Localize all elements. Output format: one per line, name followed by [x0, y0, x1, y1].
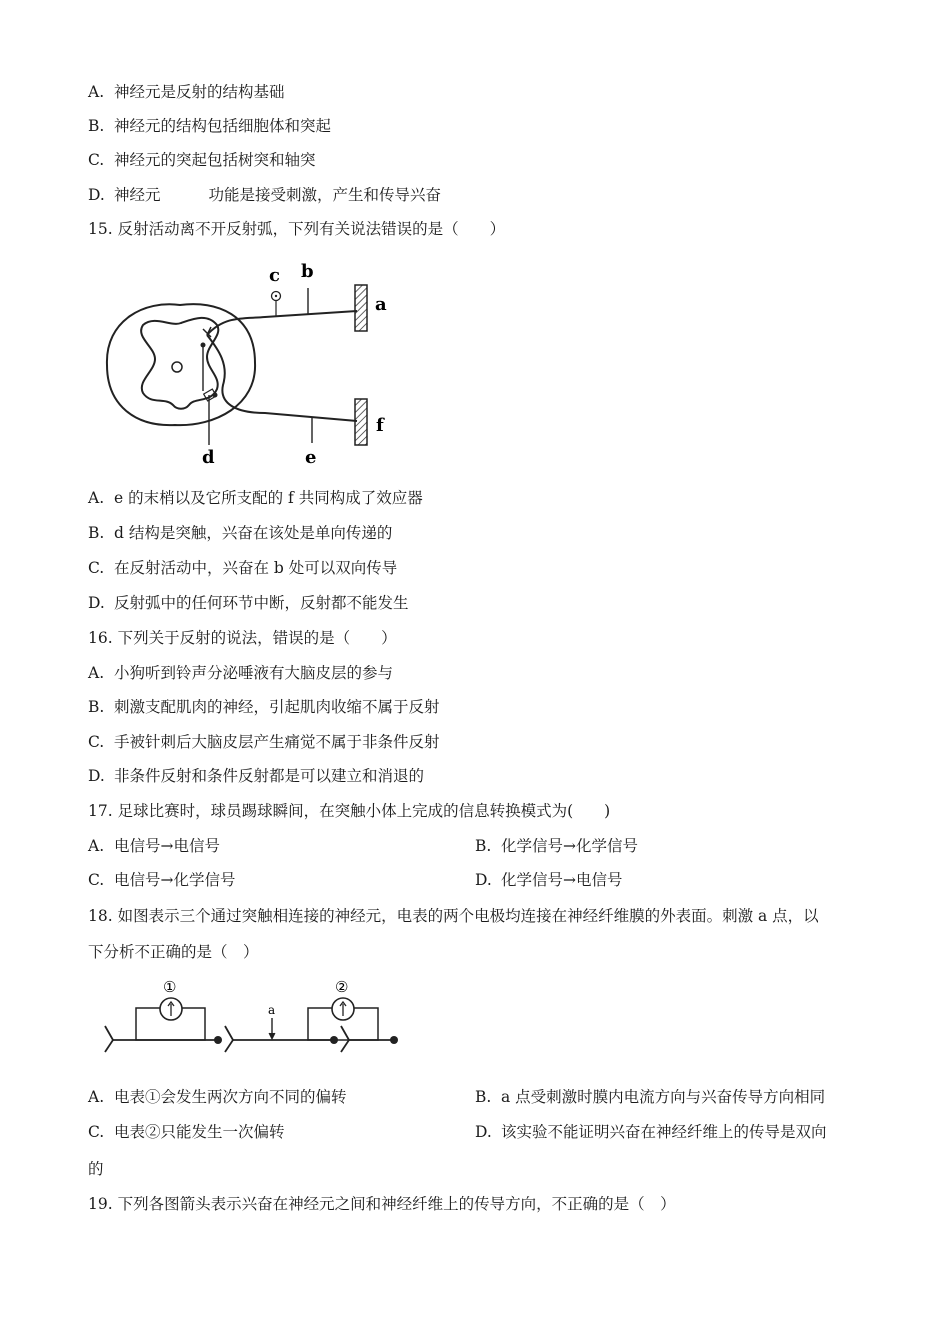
q14-option-c: C. 神经元的突起包括树突和轴突 [88, 151, 316, 169]
q18-option-d-wrap: 的 [88, 1160, 104, 1178]
q17-option-c: C. 电信号→化学信号 [88, 871, 236, 889]
q17-option-d: D. 化学信号→电信号 [475, 871, 623, 889]
neuron-3-dendrite [341, 1026, 349, 1052]
effector-f [355, 399, 367, 445]
q14-option-b: B. 神经元的结构包括细胞体和突起 [88, 117, 332, 135]
neuron-1-dendrite [105, 1026, 113, 1052]
neuron-1-terminal [214, 1036, 222, 1044]
reflex-arc-figure [95, 255, 405, 470]
q16-stem: 16. 下列关于反射的说法，错误的是（ ） [88, 629, 397, 647]
q17-stem: 17. 足球比赛时，球员踢球瞬间，在突触小体上完成的信息转换模式为( ) [88, 802, 611, 820]
q18-option-b: B. a 点受刺激时膜内电流方向与兴奋传导方向相同 [475, 1088, 826, 1106]
q16-option-d: D. 非条件反射和条件反射都是可以建立和消退的 [88, 767, 425, 785]
q15-option-a: A. e 的末梢以及它所支配的 f 共同构成了效应器 [88, 489, 423, 507]
label-b: b [301, 261, 314, 282]
q18-stem-line2: 下分析不正确的是（ ） [88, 943, 259, 961]
q18-stem-line1: 18. 如图表示三个通过突触相连接的神经元，电表的两个电极均连接在神经纤维膜的外表面。刺激 a 点，以 [88, 907, 819, 925]
q18-option-d: D. 该实验不能证明兴奋在神经纤维上的传导是双向 [475, 1123, 827, 1141]
label-a: a [375, 294, 387, 315]
label-a-point: a [268, 1003, 276, 1017]
central-canal [172, 362, 182, 372]
neuron-2-dendrite [225, 1026, 233, 1052]
q16-option-c: C. 手被针刺后大脑皮层产生痛觉不属于非条件反射 [88, 733, 440, 751]
neuron-3-terminal [390, 1036, 398, 1044]
q19-stem: 19. 下列各图箭头表示兴奋在神经元之间和神经纤维上的传导方向，不正确的是（ ） [88, 1195, 676, 1213]
label-e: e [305, 447, 317, 468]
q18-option-a: A. 电表①会发生两次方向不同的偏转 [88, 1088, 347, 1106]
q17-option-a: A. 电信号→电信号 [88, 837, 220, 855]
label-c: c [269, 265, 280, 286]
label-d: d [202, 447, 215, 468]
q14-option-d: D. 神经元 功能是接受刺激，产生和传导兴奋 [88, 186, 442, 204]
afferent-fiber [207, 311, 357, 335]
meter-1-label: ① [163, 978, 177, 996]
q17-option-b: B. 化学信号→化学信号 [475, 837, 638, 855]
q15-stem: 15. 反射活动离不开反射弧，下列有关说法错误的是（ ） [88, 220, 506, 238]
q15-option-b: B. d 结构是突触，兴奋在该处是单向传递的 [88, 524, 393, 542]
label-f: f [376, 415, 384, 436]
three-neuron-figure [100, 972, 405, 1057]
meter-2-label: ② [335, 978, 349, 996]
q15-option-d: D. 反射弧中的任何环节中断，反射都不能发生 [88, 594, 409, 612]
receptor-a [355, 285, 367, 331]
q18-option-c: C. 电表②只能发生一次偏转 [88, 1123, 285, 1141]
q15-option-c: C. 在反射活动中，兴奋在 b 处可以双向传导 [88, 559, 398, 577]
q16-option-a: A. 小狗听到铃声分泌唾液有大脑皮层的参与 [88, 664, 394, 682]
q14-option-a: A. 神经元是反射的结构基础 [88, 83, 285, 101]
q16-option-b: B. 刺激支配肌肉的神经，引起肌肉收缩不属于反射 [88, 698, 440, 716]
interneuron [207, 335, 357, 421]
